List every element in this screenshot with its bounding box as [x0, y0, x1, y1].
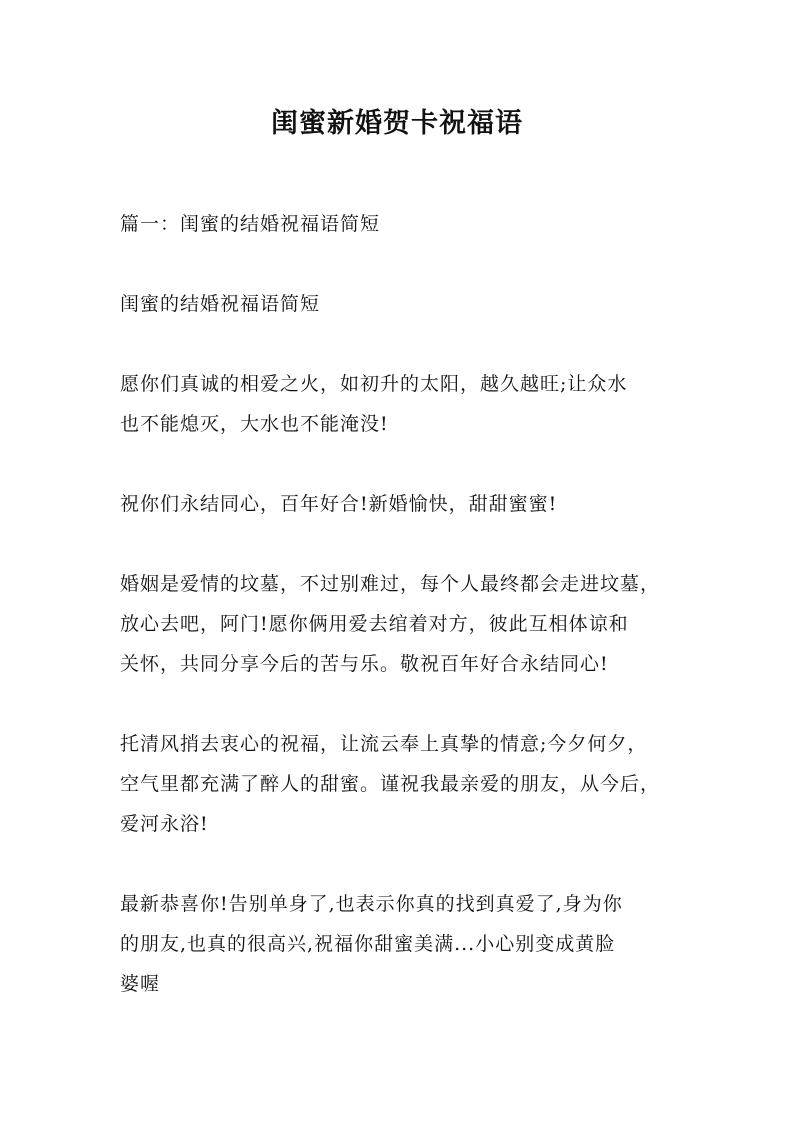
paragraph-section-heading — [120, 204, 680, 244]
paragraph-blessing-1 — [120, 364, 680, 444]
document-title: 闺蜜新婚贺卡祝福语 — [271, 108, 523, 139]
paragraph-line: 放心去吧，阿门!愿你俩用爱去绾着对方，彼此互相体谅和 — [120, 613, 629, 635]
paragraph-line: 愿你们真诚的相爱之火，如初升的太阳，越久越旺;让众水 — [120, 373, 628, 395]
paragraph-line: 也不能熄灭，大水也不能淹没! — [120, 413, 389, 435]
paragraph-blessing-3 — [120, 564, 680, 684]
paragraph-line: 闺蜜的结婚祝福语简短 — [120, 293, 321, 315]
paragraph-blessing-2 — [120, 484, 680, 524]
paragraph-blessing-4 — [120, 724, 680, 844]
paragraph-line: 祝你们永结同心，百年好合!新婚愉快，甜甜蜜蜜! — [120, 493, 558, 515]
paragraph-line: 托清风捎去衷心的祝福，让流云奉上真挚的情意;今夕何夕， — [120, 733, 648, 755]
paragraph-line: 爱河永浴! — [120, 813, 209, 835]
paragraph-line: 关怀，共同分享今后的苦与乐。敬祝百年好合永结同心! — [120, 653, 609, 675]
paragraph-line: 空气里都充满了醉人的甜蜜。谨祝我最亲爱的朋友，从今后， — [120, 773, 661, 795]
paragraph-line: 最新恭喜你!告别单身了,也表示你真的找到真爱了,身为你 — [120, 893, 623, 915]
document-body — [120, 204, 680, 1044]
paragraph-line: 婆喔 — [120, 973, 161, 995]
paragraph-line: 篇一：闺蜜的结婚祝福语简短 — [120, 213, 381, 235]
paragraph-line: 婚姻是爱情的坟墓，不过别难过，每个人最终都会走进坟墓， — [120, 573, 661, 595]
paragraph-line: 的朋友,也真的很高兴,祝福你甜蜜美满...小心别变成黄脸 — [120, 933, 616, 955]
paragraph-blessing-5 — [120, 884, 680, 1004]
paragraph-subheading — [120, 284, 680, 324]
